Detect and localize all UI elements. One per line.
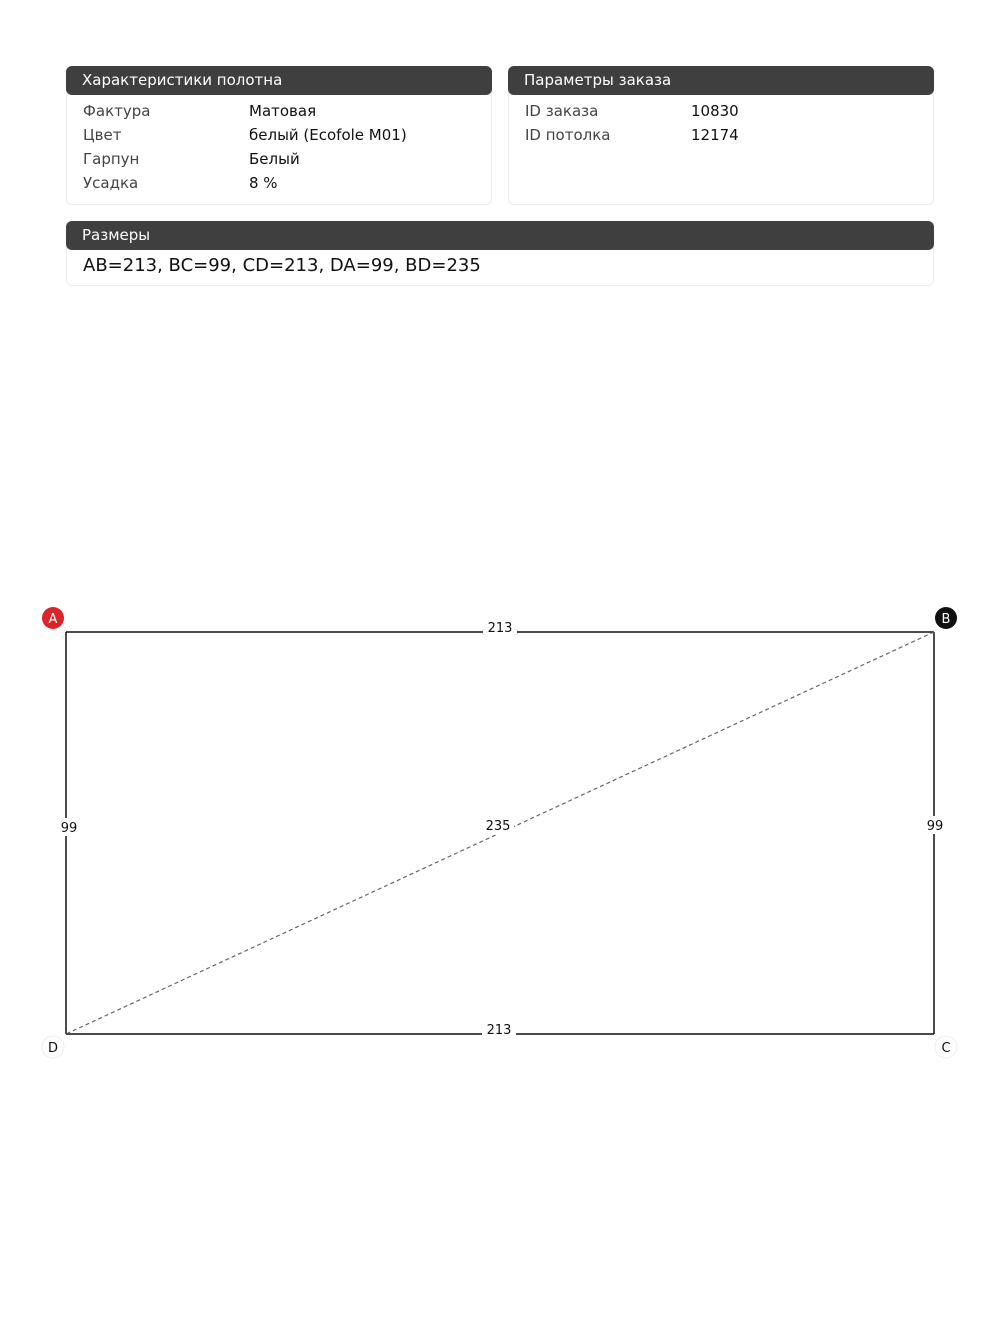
property-value: Белый xyxy=(249,150,300,168)
order-value: 12174 xyxy=(691,126,739,144)
property-value: белый (Ecofole M01) xyxy=(249,126,407,144)
vertex-a xyxy=(42,607,64,629)
order-params-panel xyxy=(508,66,934,205)
property-value: Матовая xyxy=(249,102,317,120)
order-value: 10830 xyxy=(691,102,739,120)
order-label: ID заказа xyxy=(525,102,599,120)
property-label: Фактура xyxy=(83,102,151,120)
ceiling-drawing xyxy=(0,590,1000,1070)
canvas-properties-header: Характеристики полотна xyxy=(66,66,492,95)
vertex-d-label: D xyxy=(47,1041,59,1056)
edge-length-bd: 235 xyxy=(485,819,511,834)
canvas-properties-panel xyxy=(66,66,492,205)
property-label: Гарпун xyxy=(83,150,140,168)
edge-length-bc: 99 xyxy=(926,819,944,834)
property-label: Цвет xyxy=(83,126,122,144)
order-row-ceiling-id xyxy=(525,123,933,147)
dimensions-header: Размеры xyxy=(66,221,934,250)
vertex-c xyxy=(935,1036,957,1058)
property-row-color xyxy=(83,123,491,147)
vertex-b xyxy=(935,607,957,629)
property-row-shrinkage xyxy=(83,171,491,195)
order-params-header: Параметры заказа xyxy=(508,66,934,95)
order-row-order-id xyxy=(525,99,933,123)
dimensions-text: AB=213, BC=99, CD=213, DA=99, BD=235 xyxy=(83,255,481,276)
order-label: ID потолка xyxy=(525,126,611,144)
vertex-b-label: B xyxy=(941,612,951,627)
property-label: Усадка xyxy=(83,174,139,192)
vertex-d xyxy=(42,1036,64,1058)
dimensions-panel xyxy=(66,221,934,286)
vertex-c-label: C xyxy=(941,1041,951,1056)
property-value: 8 % xyxy=(249,174,278,192)
vertex-a-label: A xyxy=(48,612,58,627)
property-row-harpoon xyxy=(83,147,491,171)
property-row-texture xyxy=(83,99,491,123)
edge-length-ab: 213 xyxy=(487,621,513,636)
edge-length-cd: 213 xyxy=(486,1023,512,1038)
edge-length-da: 99 xyxy=(60,821,78,836)
